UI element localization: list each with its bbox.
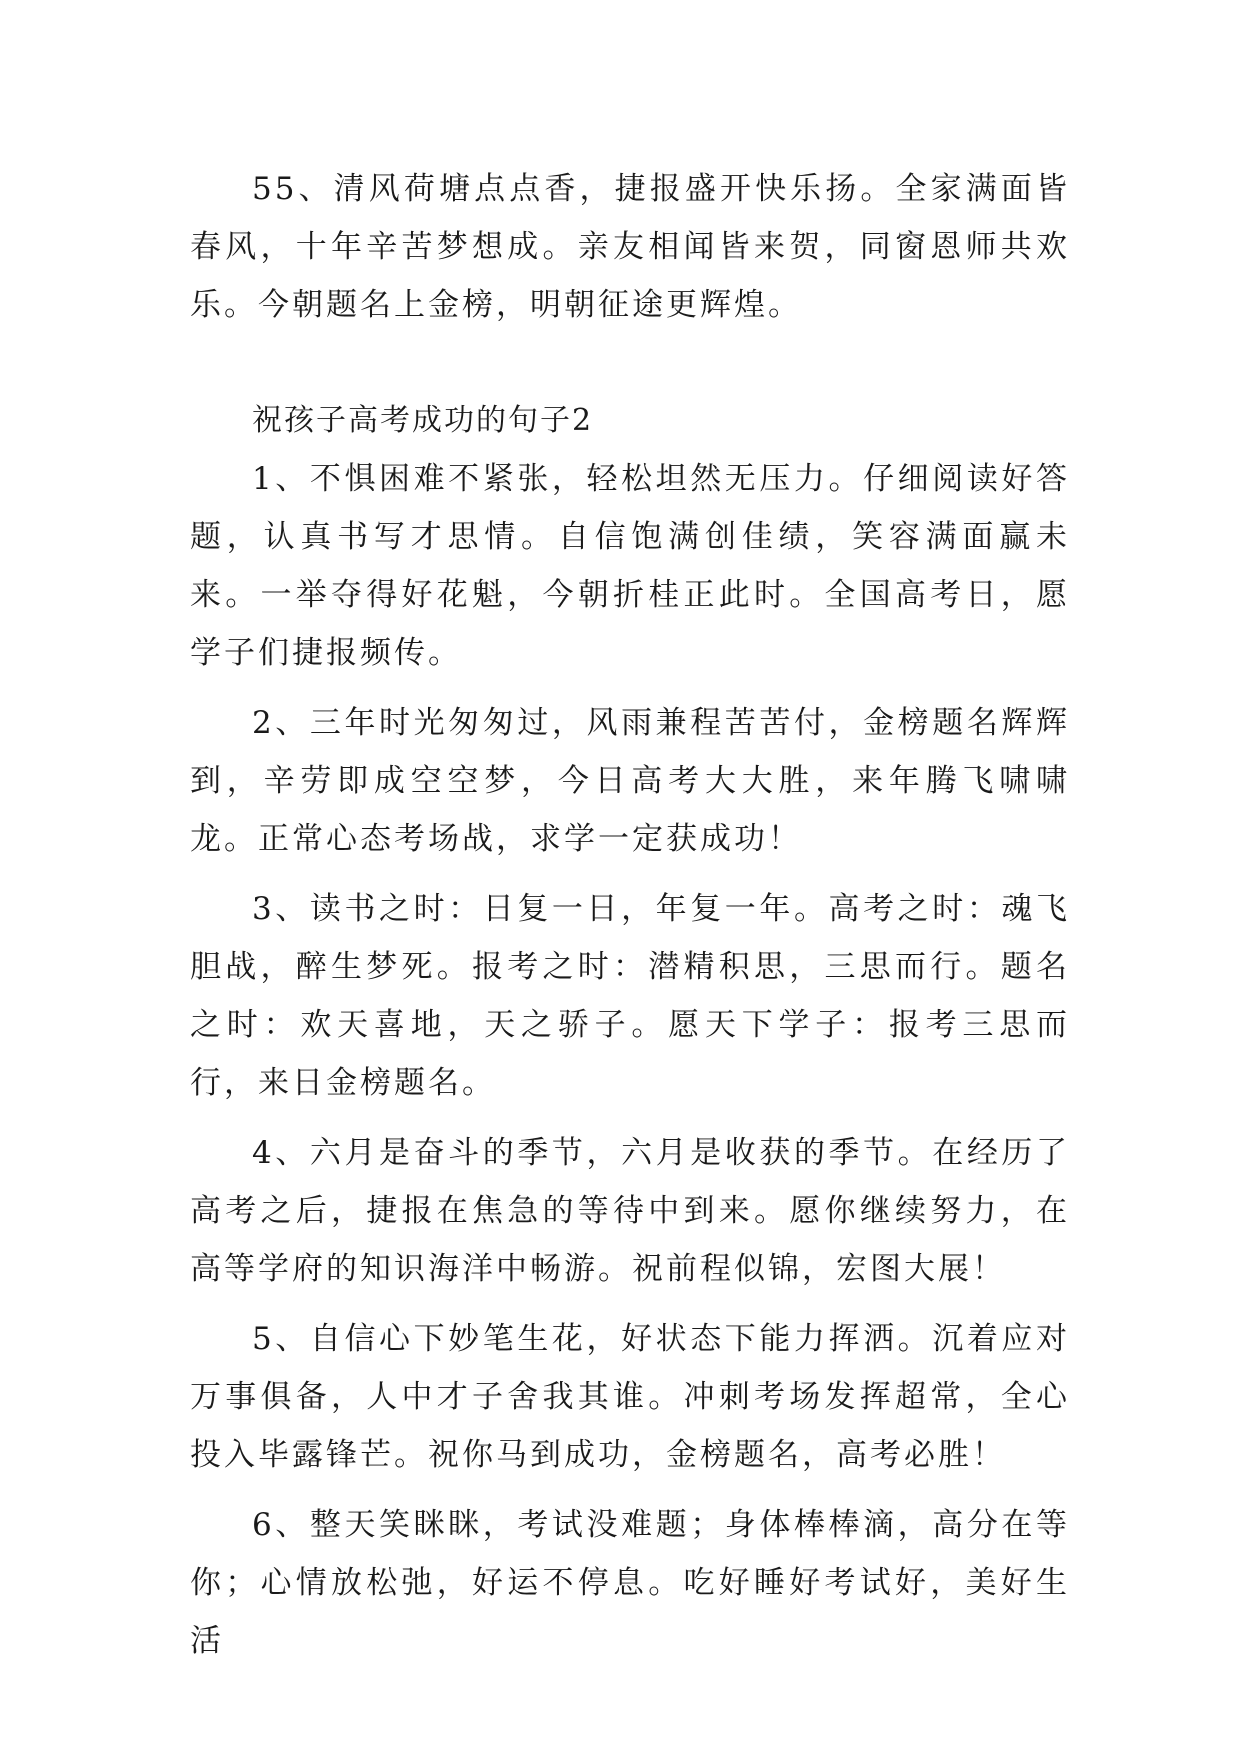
paragraph-item-5: 5、自信心下妙笔生花，好状态下能力挥洒。沉着应对万事俱备，人中才子舍我其谁。冲刺考场发挥超常，全心投入毕露锋芒。祝你马到成功，金榜题名，高考必胜！: [190, 1321, 1070, 1473]
paragraph-item-6: 6、整天笑眯眯，考试没难题；身体棒棒滴，高分在等你；心情放松弛，好运不停息。吃好睡好考试好，美好生活: [190, 1507, 1070, 1659]
paragraph-item-1: 1、不惧困难不紧张，轻松坦然无压力。仔细阅读好答题，认真书写才思情。自信饱满创佳绩，笑容满面赢未来。一举夺得好花魁，今朝折桂正此时。全国高考日，愿学子们捷报频传。: [190, 461, 1070, 671]
paragraph-spacer: [190, 334, 1070, 392]
paragraph-item-3: 3、读书之时：日复一日，年复一年。高考之时：魂飞胆战，醉生梦死。报考之时：潜精积思，三思而行。题名之时：欢天喜地，天之骄子。愿天下学子：报考三思而行，来日金榜题名。: [190, 891, 1070, 1101]
paragraph-55: 55、清风荷塘点点香，捷报盛开快乐扬。全家满面皆春风，十年辛苦梦想成。亲友相闻皆来贺，同窗恩师共欢乐。今朝题名上金榜，明朝征途更辉煌。: [190, 171, 1070, 323]
section-heading: 祝孩子高考成功的句子2: [252, 403, 594, 438]
paragraph-item-4: 4、六月是奋斗的季节，六月是收获的季节。在经历了高考之后，捷报在焦急的等待中到来。愿你继续努力，在高等学府的知识海洋中畅游。祝前程似锦，宏图大展！: [190, 1135, 1070, 1287]
document-body: [190, 160, 1070, 1670]
paragraph-item-2: 2、三年时光匆匆过，风雨兼程苦苦付，金榜题名辉辉到，辛劳即成空空梦，今日高考大大胜，来年腾飞啸啸龙。正常心态考场战，求学一定获成功！: [190, 705, 1070, 857]
